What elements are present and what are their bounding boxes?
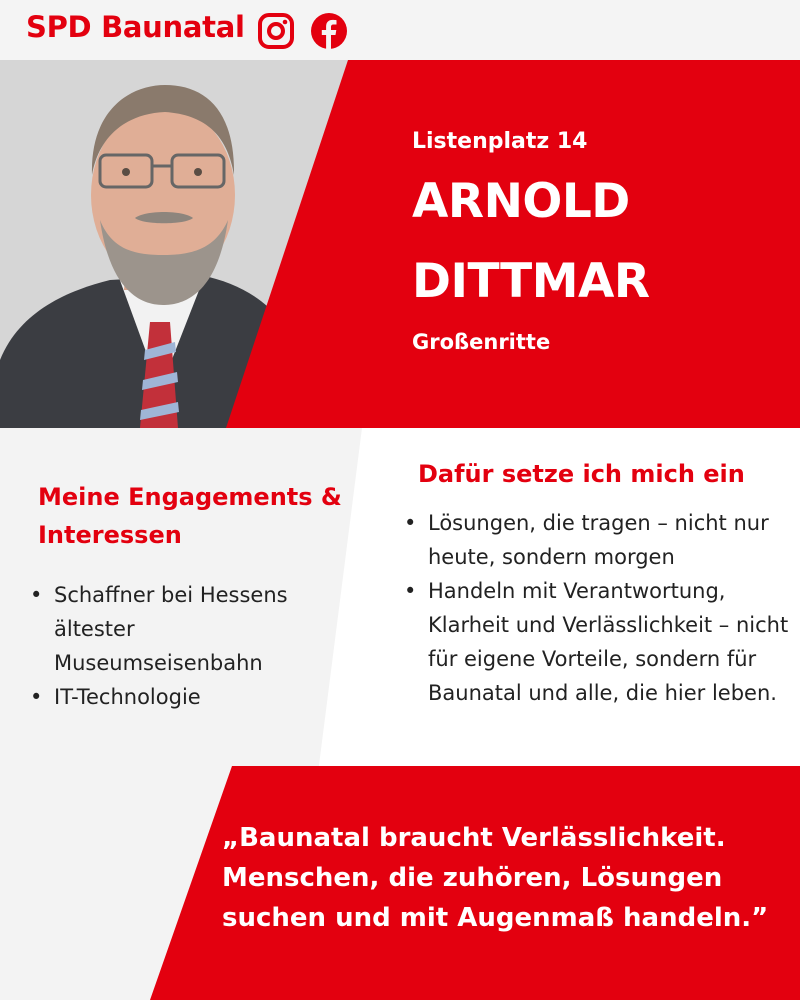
candidate-location: Großenritte <box>412 330 551 354</box>
list-item: • IT-Technologie <box>26 680 326 714</box>
list-item: • Lösungen, die tragen – nicht nur heute, sondern morgen <box>400 506 792 574</box>
commitments-list <box>400 506 792 710</box>
candidate-first-name: ARNOLD <box>412 174 630 229</box>
engagements-list <box>26 578 326 714</box>
list-item: • Schaffner bei Hessens ältester Museumseisenbahn <box>26 578 326 680</box>
instagram-icon[interactable] <box>257 12 295 50</box>
commitments-title: Dafür setze ich mich ein <box>418 460 745 488</box>
candidate-quote: „Baunatal braucht Verlässlichkeit. Menschen, die zuhören, Lösungen suchen und mit Augenmaß handeln.” <box>222 823 769 933</box>
header-bar <box>0 0 800 60</box>
candidate-last-name: DITTMAR <box>412 254 650 309</box>
list-item: • Handeln mit Verantwortung, Klarheit und Verlässlichkeit – nicht für eigene Vorteile, sondern für Baunatal und alle, die hier leben. <box>400 574 792 710</box>
red-diagonal-panel <box>0 60 800 428</box>
facebook-icon[interactable] <box>310 12 348 50</box>
candidate-photo-area <box>0 60 800 428</box>
brand-name: SPD Baunatal <box>26 10 245 44</box>
engagements-title: Meine Engagements & Interessen <box>38 483 342 549</box>
list-position: Listenplatz 14 <box>412 129 588 154</box>
